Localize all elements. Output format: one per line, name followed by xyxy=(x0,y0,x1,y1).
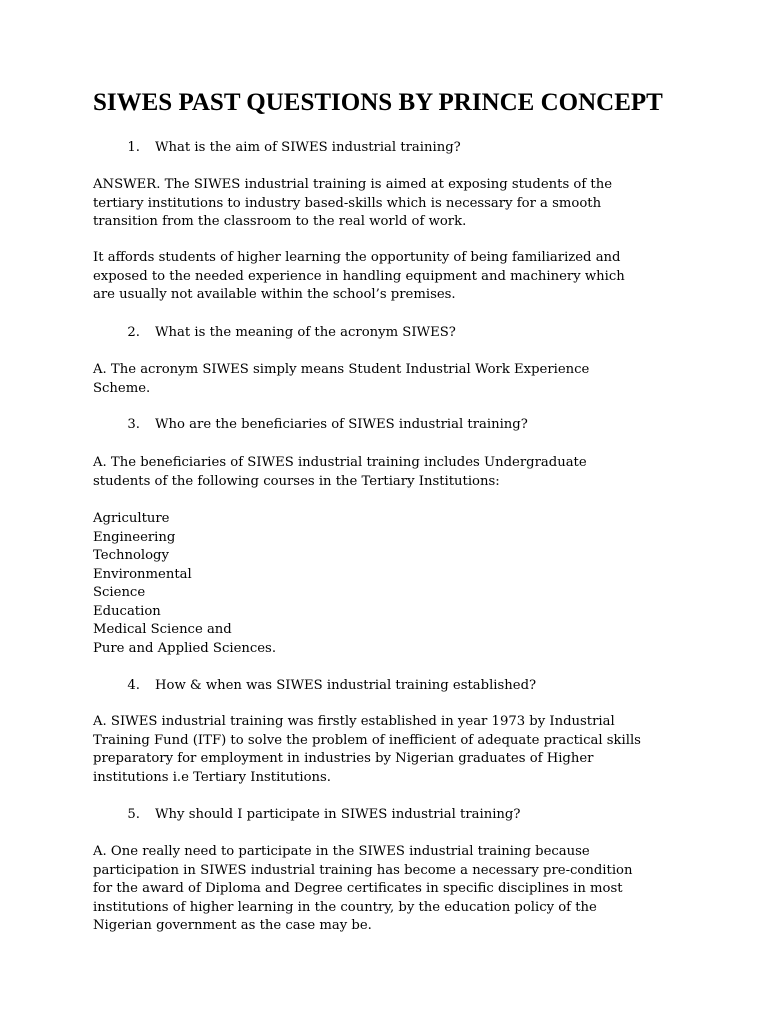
question-5 xyxy=(93,806,673,825)
answer-line: tertiary institutions to industry based-skills which is necessary for a smooth xyxy=(93,195,602,211)
answer-line: students of the following courses in the Tertiary Institutions: xyxy=(93,473,500,489)
answer-line: Nigerian government as the case may be. xyxy=(93,918,372,933)
question-number: 4. xyxy=(127,678,140,693)
answer-line: A. One really need to participate in the SIWES industrial training because xyxy=(93,844,590,859)
question-number: 3. xyxy=(127,417,140,432)
answer-line: are usually not available within the school’s premises. xyxy=(93,287,456,302)
question-text: What is the aim of SIWES industrial training? xyxy=(155,140,461,155)
course-list xyxy=(93,510,276,658)
question-1 xyxy=(93,139,673,158)
question-2 xyxy=(93,324,673,343)
question-number: 5. xyxy=(127,807,140,822)
list-item: Agriculture xyxy=(93,511,170,526)
question-3 xyxy=(93,416,673,435)
list-item: Pure and Applied Sciences. xyxy=(93,640,277,656)
answer-line: participation in SIWES industrial training has become a necessary pre-condition xyxy=(93,862,633,878)
answer-paragraph xyxy=(93,176,612,232)
answer-line: exposed to the needed experience in handling equipment and machinery which xyxy=(93,268,625,284)
answer-paragraph xyxy=(93,249,625,305)
list-item: Medical Science and xyxy=(93,622,232,637)
question-4 xyxy=(93,677,673,696)
document-title: SIWES PAST QUESTIONS BY PRINCE CONCEPT xyxy=(93,89,663,116)
list-item: Technology xyxy=(93,548,169,563)
question-number: 1. xyxy=(127,140,140,155)
answer-line: It affords students of higher learning the opportunity of being familiarized and xyxy=(93,250,621,265)
answer-line: preparatory for employment in industries by Nigerian graduates of Higher xyxy=(93,751,594,766)
question-text: How & when was SIWES industrial training established? xyxy=(155,678,537,693)
question-text: What is the meaning of the acronym SIWES? xyxy=(155,325,456,340)
answer-paragraph xyxy=(93,361,589,398)
question-number: 2. xyxy=(127,325,140,340)
answer-line: for the award of Diploma and Degree certificates in specific disciplines in most xyxy=(93,881,623,896)
list-item: Science xyxy=(93,585,146,600)
answer-line: A. SIWES industrial training was firstly established in year 1973 by Industrial xyxy=(93,714,615,729)
answer-line: A. The beneficiaries of SIWES industrial training includes Undergraduate xyxy=(93,455,587,470)
question-text: Why should I participate in SIWES industrial training? xyxy=(155,807,521,822)
answer-line: Training Fund (ITF) to solve the problem of inefficient of adequate practical skills xyxy=(93,732,641,748)
answer-paragraph xyxy=(93,843,632,936)
answer-line: transition from the classroom to the real world of work. xyxy=(93,214,467,229)
answer-line: A. The acronym SIWES simply means Student Industrial Work Experience xyxy=(93,362,590,377)
answer-paragraph xyxy=(93,454,587,491)
list-item: Education xyxy=(93,603,161,619)
answer-paragraph xyxy=(93,713,641,787)
answer-line: Scheme. xyxy=(93,380,151,396)
answer-line: institutions i.e Tertiary Institutions. xyxy=(93,769,331,785)
question-text: Who are the beneficiaries of SIWES industrial training? xyxy=(155,417,528,432)
list-item: Environmental xyxy=(93,566,192,582)
list-item: Engineering xyxy=(93,529,176,545)
answer-line: institutions of higher learning in the country, by the education policy of the xyxy=(93,899,597,915)
answer-line: ANSWER. The SIWES industrial training is aimed at exposing students of the xyxy=(93,177,613,192)
